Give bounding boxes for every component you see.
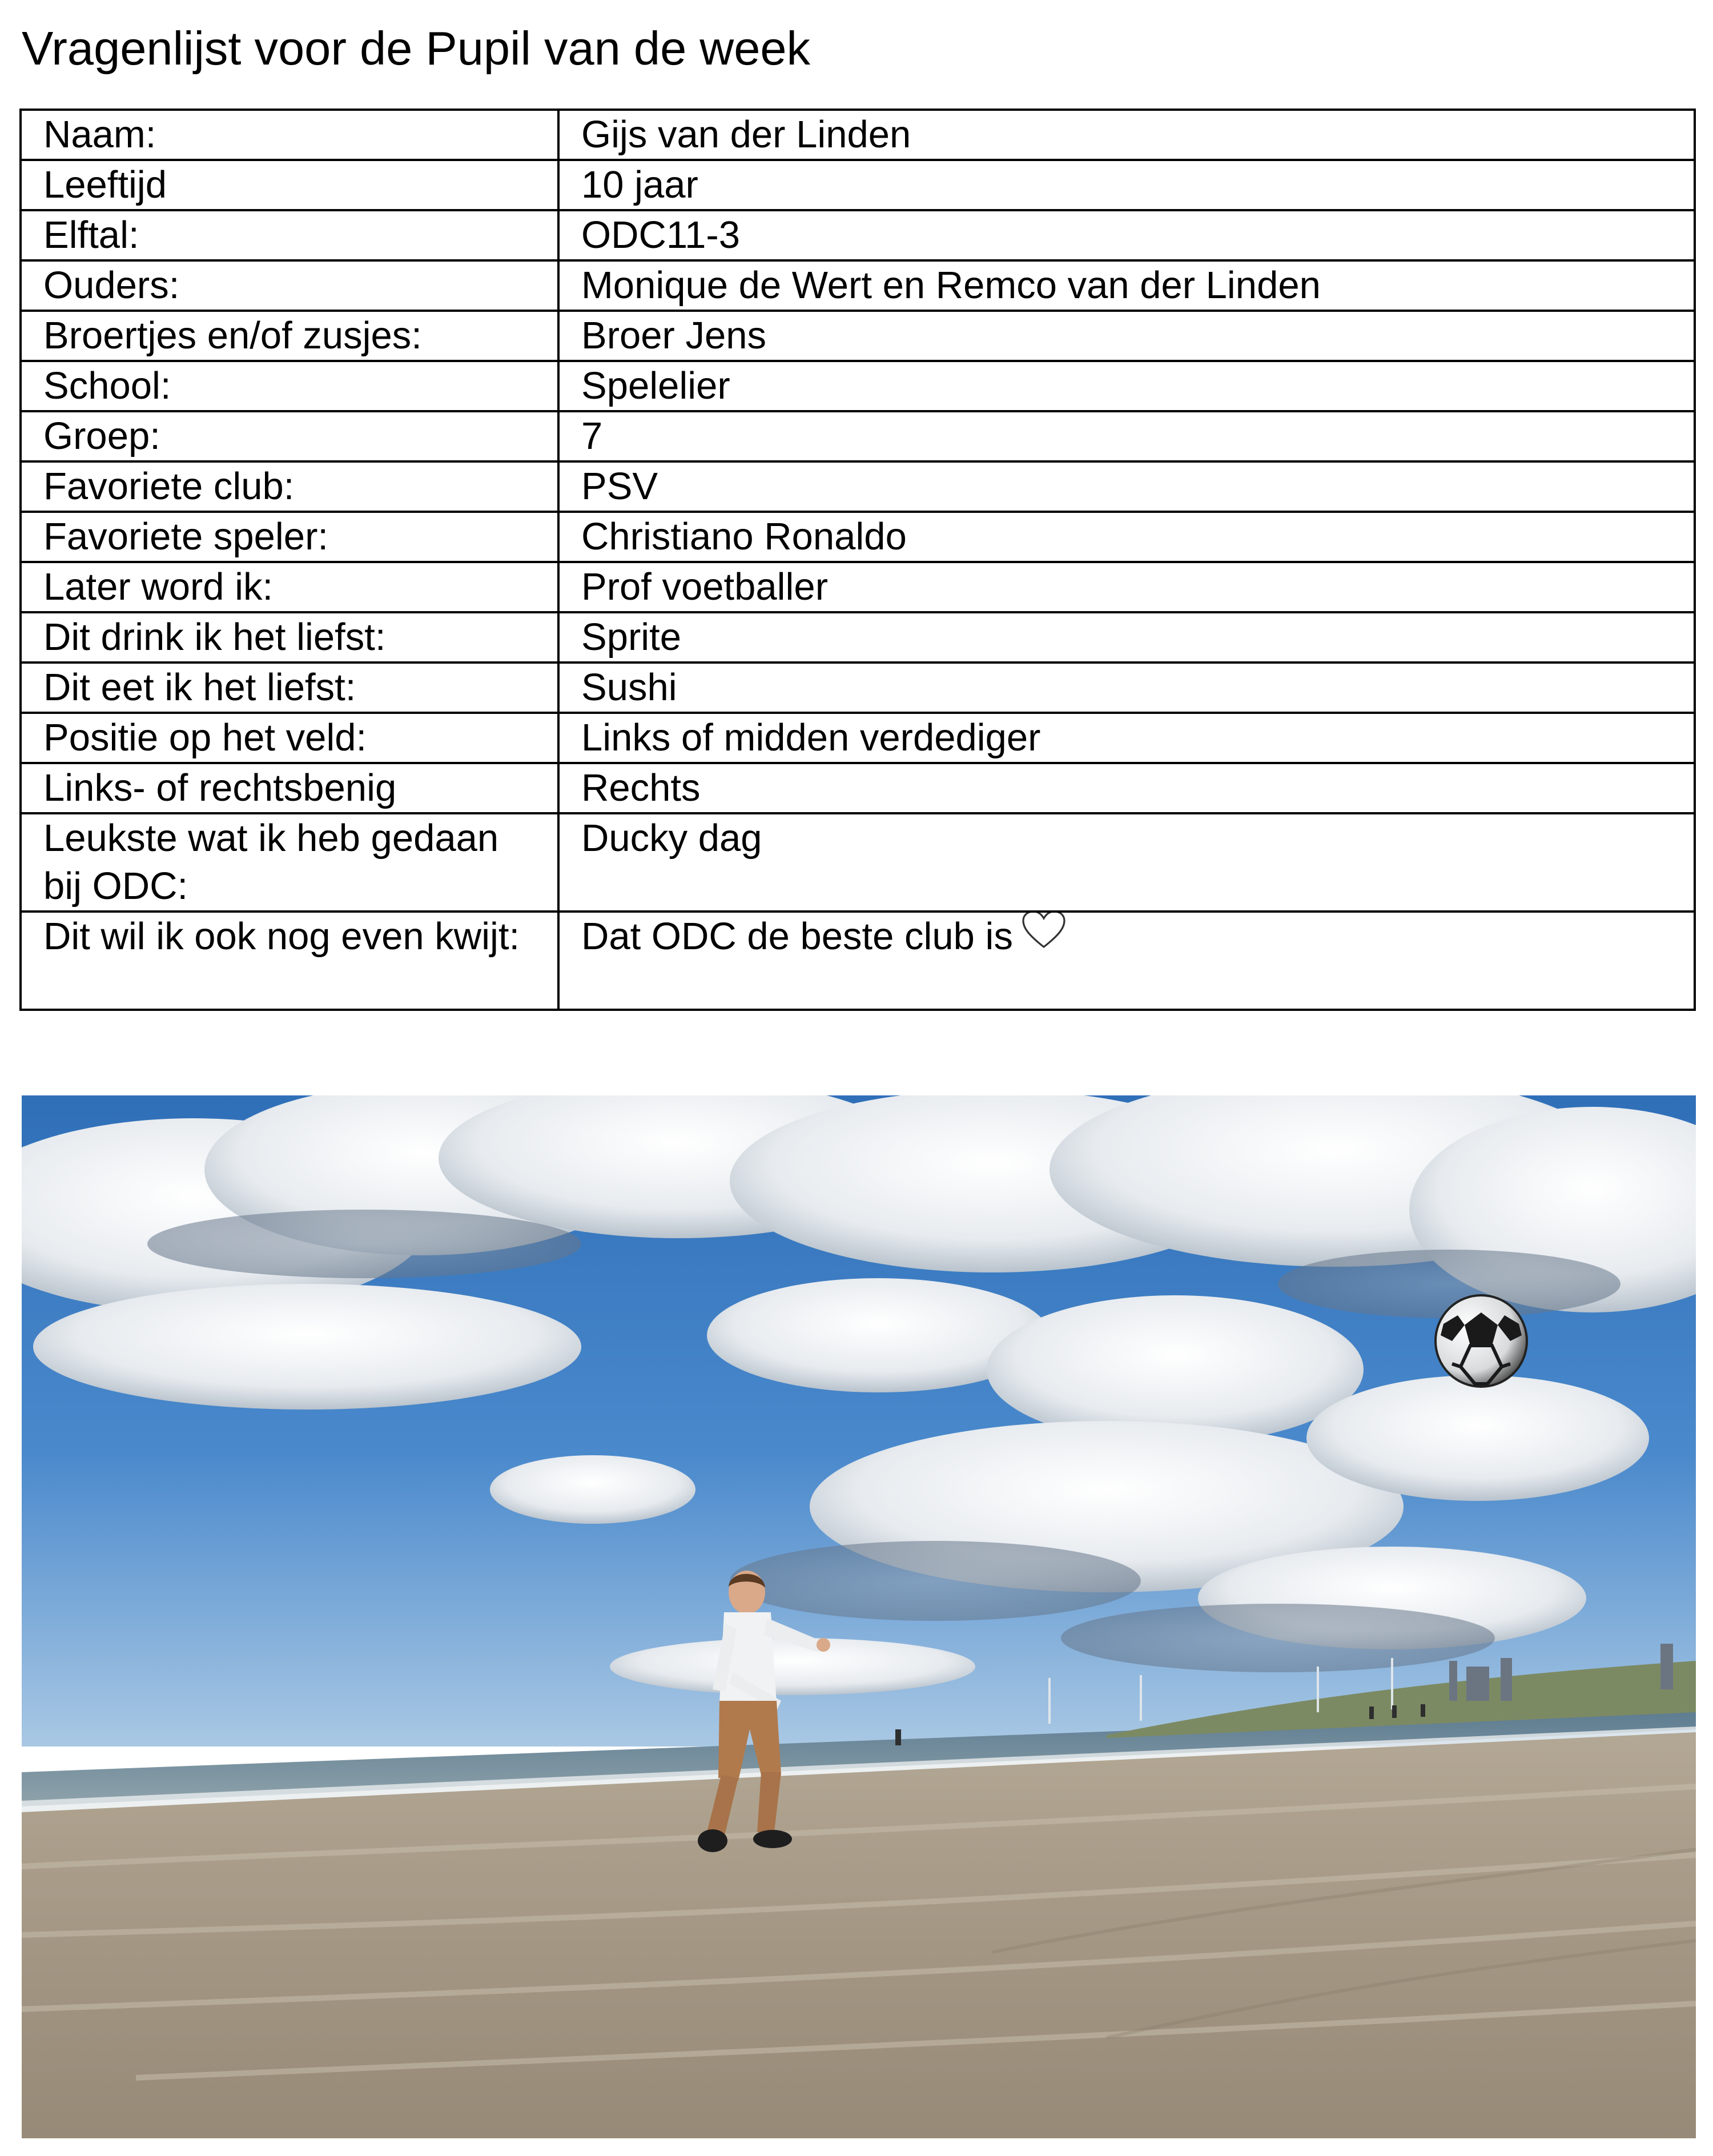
field-label: Dit drink ik het liefst:	[21, 612, 558, 663]
table-row	[21, 713, 1695, 763]
field-label: Dit wil ik ook nog even kwijt:	[21, 912, 558, 1010]
table-row	[21, 411, 1695, 461]
field-label: Dit eet ik het liefst:	[21, 663, 558, 713]
table-row	[21, 110, 1695, 160]
field-label: Broertjes en/of zusjes:	[21, 311, 558, 361]
field-value: 7	[558, 411, 1695, 461]
table-row	[21, 763, 1695, 813]
table-row	[21, 562, 1695, 612]
field-value: Christiano Ronaldo	[558, 512, 1695, 562]
table-row	[21, 512, 1695, 562]
table-row	[21, 813, 1695, 912]
field-value: Monique de Wert en Remco van der Linden	[558, 260, 1695, 311]
table-row	[21, 210, 1695, 260]
field-label: School:	[21, 361, 558, 411]
field-value: ODC11-3	[558, 210, 1695, 260]
field-label: Leukste wat ik heb gedaan bij ODC:	[21, 813, 558, 912]
field-label: Ouders:	[21, 260, 558, 311]
questionnaire-table	[19, 109, 1696, 1011]
page-title: Vragenlijst voor de Pupil van de week	[22, 22, 811, 75]
table-row	[21, 311, 1695, 361]
field-label: Favoriete club:	[21, 461, 558, 512]
field-value: Ducky dag	[558, 813, 1695, 912]
table-row	[21, 663, 1695, 713]
field-value: Broer Jens	[558, 311, 1695, 361]
beach-scene-illustration	[22, 1095, 1696, 2138]
field-value: Prof voetballer	[558, 562, 1695, 612]
table-row	[21, 160, 1695, 210]
field-value: 10 jaar	[558, 160, 1695, 210]
field-label: Leeftijd	[21, 160, 558, 210]
field-label: Naam:	[21, 110, 558, 160]
table-row	[21, 612, 1695, 663]
heart-outline-icon	[1021, 912, 1067, 950]
field-value: PSV	[558, 461, 1695, 512]
field-value: Links of midden verdediger	[558, 713, 1695, 763]
field-label: Groep:	[21, 411, 558, 461]
field-value: Dat ODC de beste club is	[581, 915, 1013, 958]
field-label: Links- of rechtsbenig	[21, 763, 558, 813]
table-row	[21, 912, 1695, 1010]
field-value: Sprite	[558, 612, 1695, 663]
field-label: Elftal:	[21, 210, 558, 260]
table-row	[21, 361, 1695, 411]
field-value: Sushi	[558, 663, 1695, 713]
table-row	[21, 260, 1695, 311]
field-value-with-icon	[558, 912, 1695, 1010]
beach-photo	[22, 1095, 1696, 2138]
field-value: Gijs van der Linden	[558, 110, 1695, 160]
field-label: Favoriete speler:	[21, 512, 558, 562]
table-row	[21, 461, 1695, 512]
football	[1435, 1295, 1527, 1387]
field-label: Positie op het veld:	[21, 713, 558, 763]
field-value: Spelelier	[558, 361, 1695, 411]
field-value: Rechts	[558, 763, 1695, 813]
field-label: Later word ik:	[21, 562, 558, 612]
